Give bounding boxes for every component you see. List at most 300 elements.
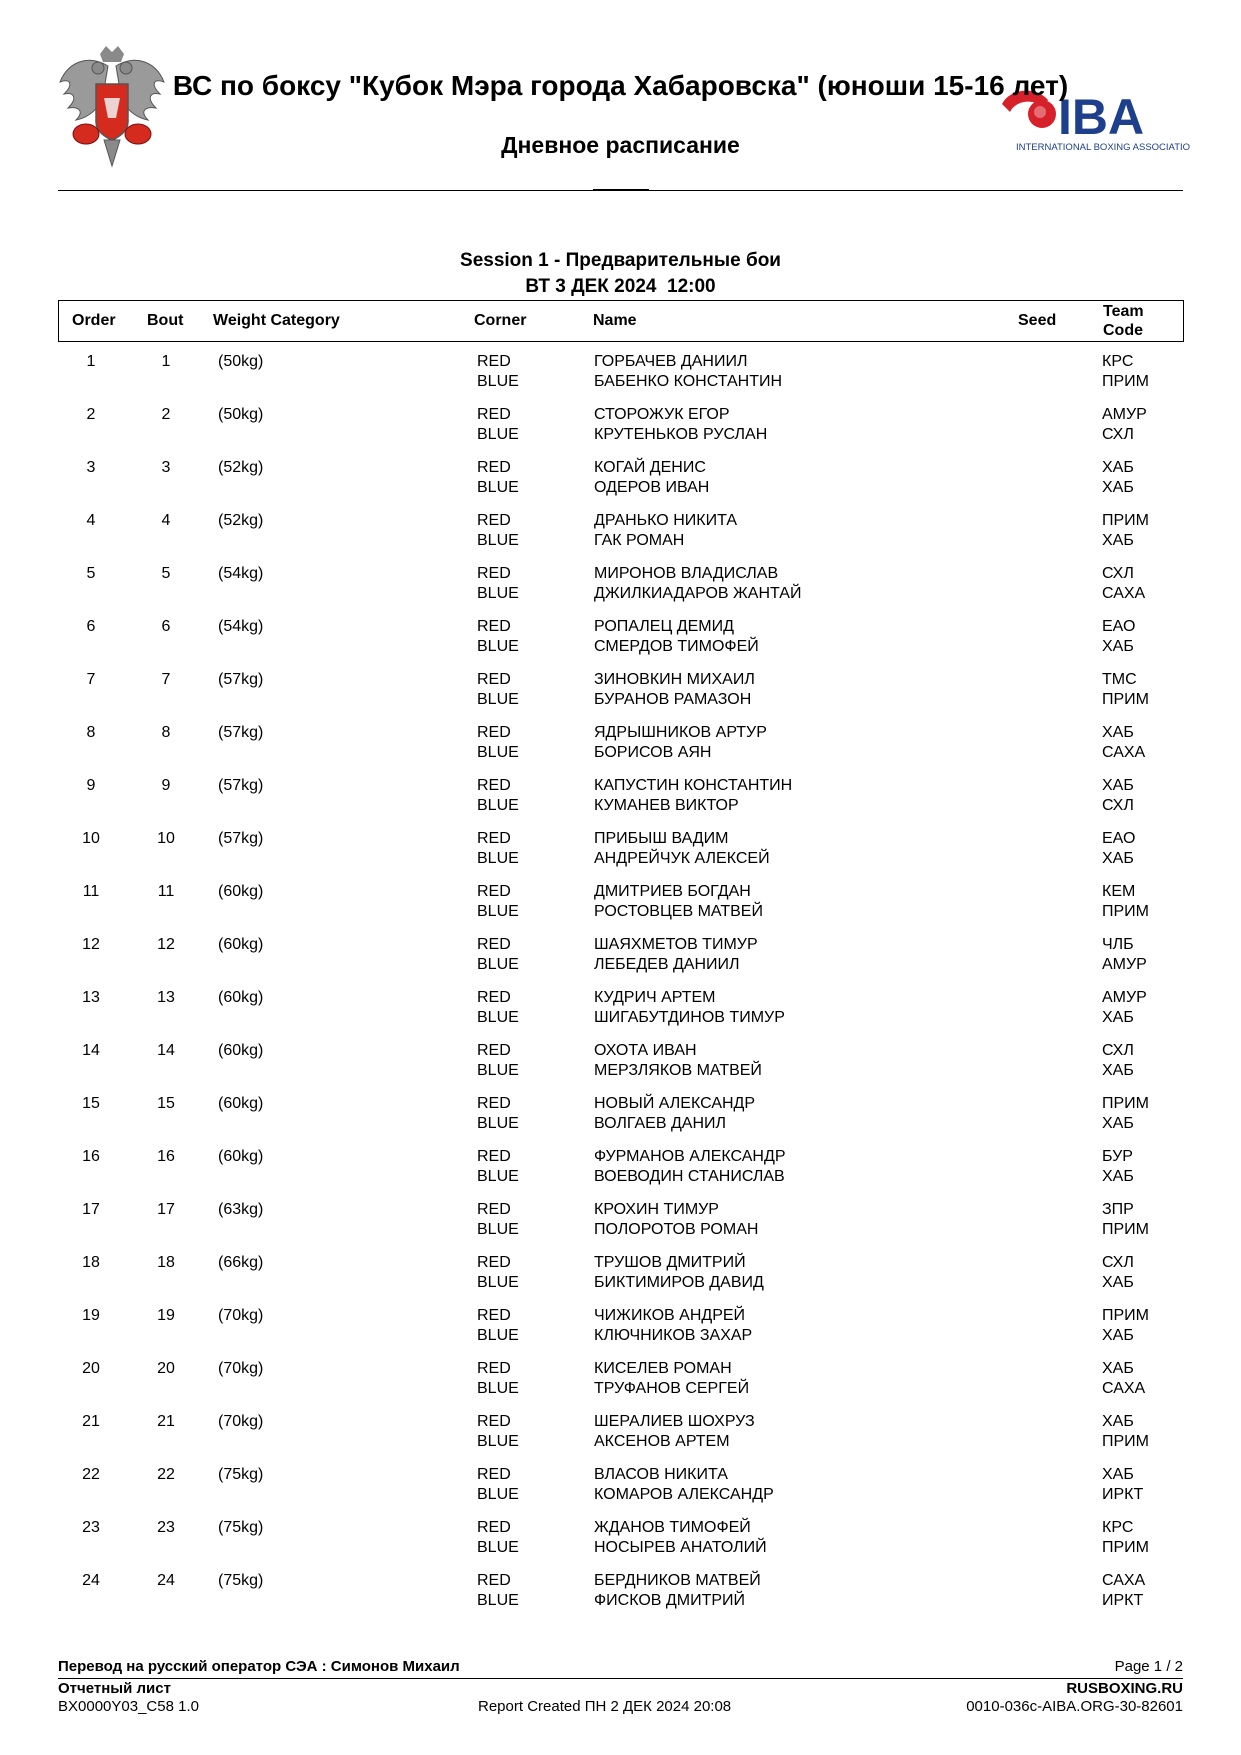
red-boxer-name: РОПАЛЕЦ ДЕМИД — [594, 618, 734, 635]
weight-category-cell: (60kg) — [218, 883, 264, 900]
table-row — [58, 564, 1184, 617]
red-team-code: КЕМ — [1102, 883, 1136, 900]
corner-cell — [477, 829, 519, 869]
blue-boxer-name: ЛЕБЕДЕВ ДАНИИЛ — [594, 956, 740, 973]
blue-team-code: ИРКТ — [1102, 1486, 1144, 1503]
blue-boxer-name: ТРУФАНОВ СЕРГЕЙ — [594, 1380, 750, 1397]
column-header-corner: Corner — [474, 312, 527, 329]
corner-blue: BLUE — [477, 1433, 519, 1450]
corner-red: RED — [477, 724, 511, 741]
order-cell: 13 — [82, 989, 100, 1006]
red-boxer-name: НОВЫЙ АЛЕКСАНДР — [594, 1095, 756, 1112]
corner-blue: BLUE — [477, 850, 519, 867]
team-code-cell — [1102, 1412, 1149, 1452]
table-header — [58, 300, 1184, 342]
order-cell: 4 — [86, 512, 96, 529]
corner-cell — [477, 670, 519, 710]
order-cell: 3 — [86, 459, 96, 476]
table-row — [58, 352, 1184, 405]
blue-boxer-name: НОСЫРЕВ АНАТОЛИЙ — [594, 1539, 767, 1556]
bout-cell: 10 — [157, 830, 175, 847]
blue-team-code: ХАБ — [1102, 479, 1134, 496]
corner-blue: BLUE — [477, 1380, 519, 1397]
red-boxer-name: КАПУСТИН КОНСТАНТИН — [594, 777, 793, 794]
document-code: BX0000Y03_C58 1.0 — [58, 1698, 199, 1715]
table-row — [58, 776, 1184, 829]
corner-cell — [477, 882, 519, 922]
blue-team-code: ХАБ — [1102, 1168, 1134, 1185]
table-row — [58, 1306, 1184, 1359]
corner-red: RED — [477, 936, 511, 953]
bout-cell: 1 — [161, 353, 171, 370]
team-code-cell — [1102, 935, 1147, 975]
weight-category-cell: (75kg) — [218, 1572, 264, 1589]
corner-blue: BLUE — [477, 1062, 519, 1079]
order-cell: 2 — [86, 406, 96, 423]
boxer-names-cell — [594, 988, 785, 1028]
red-boxer-name: КИСЕЛЕВ РОМАН — [594, 1360, 732, 1377]
corner-red: RED — [477, 459, 511, 476]
blue-team-code: ХАБ — [1102, 638, 1134, 655]
order-cell: 23 — [82, 1519, 100, 1536]
order-cell: 16 — [82, 1148, 100, 1165]
table-row — [58, 1094, 1184, 1147]
corner-blue: BLUE — [477, 532, 519, 549]
boxer-names-cell — [594, 1253, 764, 1293]
bout-cell: 13 — [157, 989, 175, 1006]
header-divider-accent — [593, 189, 649, 191]
blue-team-code: ХАБ — [1102, 1115, 1134, 1132]
report-created: Report Created ПН 2 ДЕК 2024 20:08 — [478, 1698, 732, 1715]
blue-boxer-name: РОСТОВЦЕВ МАТВЕЙ — [594, 903, 763, 920]
team-code-cell — [1102, 670, 1149, 710]
table-row — [58, 1253, 1184, 1306]
corner-cell — [477, 1571, 519, 1611]
corner-blue: BLUE — [477, 903, 519, 920]
blue-team-code: ХАБ — [1102, 1274, 1134, 1291]
table-row — [58, 1412, 1184, 1465]
order-cell: 19 — [82, 1307, 100, 1324]
corner-red: RED — [477, 406, 511, 423]
bout-cell: 23 — [157, 1519, 175, 1536]
bout-cell: 4 — [161, 512, 171, 529]
blue-team-code: ХАБ — [1102, 1062, 1134, 1079]
team-code-cell — [1102, 776, 1134, 816]
corner-cell — [477, 352, 519, 392]
blue-boxer-name: АНДРЕЙЧУК АЛЕКСЕЙ — [594, 850, 770, 867]
corner-red: RED — [477, 618, 511, 635]
table-row — [58, 1571, 1184, 1624]
red-boxer-name: ЗИНОВКИН МИХАИЛ — [594, 671, 755, 688]
table-row — [58, 405, 1184, 458]
bout-cell: 17 — [157, 1201, 175, 1218]
team-code-cell — [1102, 1200, 1149, 1240]
corner-red: RED — [477, 1413, 511, 1430]
boxer-names-cell — [594, 458, 709, 498]
table-row — [58, 1465, 1184, 1518]
corner-red: RED — [477, 883, 511, 900]
blue-boxer-name: МЕРЗЛЯКОВ МАТВЕЙ — [594, 1062, 762, 1079]
bout-cell: 18 — [157, 1254, 175, 1271]
table-row — [58, 617, 1184, 670]
red-team-code: ХАБ — [1102, 724, 1134, 741]
order-cell: 22 — [82, 1466, 100, 1483]
corner-red: RED — [477, 1095, 511, 1112]
weight-category-cell: (57kg) — [218, 777, 264, 794]
blue-boxer-name: ОДЕРОВ ИВАН — [594, 479, 710, 496]
team-code-cell — [1102, 511, 1149, 551]
bout-cell: 7 — [161, 671, 171, 688]
bout-cell: 11 — [157, 883, 175, 900]
column-header-name: Name — [593, 312, 637, 329]
weight-category-cell: (60kg) — [218, 989, 264, 1006]
blue-team-code: ХАБ — [1102, 1009, 1134, 1026]
red-team-code: СХЛ — [1102, 565, 1134, 582]
boxer-names-cell — [594, 1200, 758, 1240]
order-cell: 18 — [82, 1254, 100, 1271]
red-team-code: АМУР — [1102, 406, 1147, 423]
boxer-names-cell — [594, 1412, 755, 1452]
team-code-cell — [1102, 882, 1149, 922]
red-boxer-name: ФУРМАНОВ АЛЕКСАНДР — [594, 1148, 786, 1165]
weight-category-cell: (70kg) — [218, 1307, 264, 1324]
corner-cell — [477, 1253, 519, 1293]
order-cell: 5 — [86, 565, 96, 582]
table-row — [58, 723, 1184, 776]
weight-category-cell: (50kg) — [218, 406, 264, 423]
bout-cell: 16 — [157, 1148, 175, 1165]
order-cell: 17 — [82, 1201, 100, 1218]
corner-blue: BLUE — [477, 426, 519, 443]
boxer-names-cell — [594, 1571, 761, 1611]
red-team-code: ХАБ — [1102, 459, 1134, 476]
boxer-names-cell — [594, 882, 763, 922]
report-label: Отчетный лист — [58, 1680, 171, 1697]
order-cell: 14 — [82, 1042, 100, 1059]
red-boxer-name: ТРУШОВ ДМИТРИЙ — [594, 1254, 746, 1271]
boxer-names-cell — [594, 829, 770, 869]
table-row — [58, 988, 1184, 1041]
corner-cell — [477, 1041, 519, 1081]
red-boxer-name: ШАЯХМЕТОВ ТИМУР — [594, 936, 758, 953]
corner-blue: BLUE — [477, 479, 519, 496]
order-cell: 7 — [86, 671, 96, 688]
table-row — [58, 935, 1184, 988]
column-header-team-line2: Code — [1103, 322, 1143, 339]
blue-boxer-name: БОРИСОВ АЯН — [594, 744, 712, 761]
bout-cell: 21 — [157, 1413, 175, 1430]
bout-cell: 8 — [161, 724, 171, 741]
weight-category-cell: (54kg) — [218, 618, 264, 635]
team-code-cell — [1102, 1306, 1149, 1346]
corner-cell — [477, 1359, 519, 1399]
column-header-weight: Weight Category — [213, 312, 340, 329]
weight-category-cell: (60kg) — [218, 1095, 264, 1112]
corner-blue: BLUE — [477, 1539, 519, 1556]
red-team-code: ЕАО — [1102, 830, 1136, 847]
weight-category-cell: (57kg) — [218, 671, 264, 688]
red-team-code: СХЛ — [1102, 1042, 1134, 1059]
corner-red: RED — [477, 1042, 511, 1059]
red-boxer-name: ДРАНЬКО НИКИТА — [594, 512, 737, 529]
blue-team-code: САХА — [1102, 744, 1146, 761]
red-team-code: ЧЛБ — [1102, 936, 1134, 953]
blue-boxer-name: ВОЕВОДИН СТАНИСЛАВ — [594, 1168, 785, 1185]
boxer-names-cell — [594, 935, 758, 975]
red-boxer-name: ОХОТА ИВАН — [594, 1042, 697, 1059]
corner-cell — [477, 511, 519, 551]
team-code-cell — [1102, 405, 1147, 445]
blue-boxer-name: БАБЕНКО КОНСТАНТИН — [594, 373, 783, 390]
order-cell: 1 — [86, 353, 96, 370]
boxer-names-cell — [594, 564, 801, 604]
red-boxer-name: ЖДАНОВ ТИМОФЕЙ — [594, 1519, 751, 1536]
red-team-code: ХАБ — [1102, 1466, 1134, 1483]
bout-cell: 3 — [161, 459, 171, 476]
weight-category-cell: (63kg) — [218, 1201, 264, 1218]
order-cell: 9 — [86, 777, 96, 794]
boxer-names-cell — [594, 511, 737, 551]
corner-cell — [477, 405, 519, 445]
order-cell: 8 — [86, 724, 96, 741]
corner-red: RED — [477, 1201, 511, 1218]
boxer-names-cell — [594, 1041, 762, 1081]
red-boxer-name: ГОРБАЧЕВ ДАНИИЛ — [594, 353, 748, 370]
translator-note: Перевод на русский оператор СЭА : Симонов Михаил — [58, 1658, 460, 1675]
red-team-code: ПРИМ — [1102, 512, 1149, 529]
red-team-code: БУР — [1102, 1148, 1133, 1165]
order-cell: 10 — [82, 830, 100, 847]
corner-cell — [477, 1200, 519, 1240]
order-cell: 12 — [82, 936, 100, 953]
red-boxer-name: ПРИБЫШ ВАДИМ — [594, 830, 729, 847]
blue-team-code: ПРИМ — [1102, 1539, 1149, 1556]
team-code-cell — [1102, 988, 1147, 1028]
weight-category-cell: (60kg) — [218, 1042, 264, 1059]
weight-category-cell: (66kg) — [218, 1254, 264, 1271]
boxer-names-cell — [594, 405, 767, 445]
boxer-names-cell — [594, 776, 792, 816]
red-boxer-name: СТОРОЖУК ЕГОР — [594, 406, 730, 423]
team-code-cell — [1102, 1359, 1145, 1399]
table-row — [58, 829, 1184, 882]
blue-team-code: СХЛ — [1102, 797, 1134, 814]
bout-cell: 14 — [157, 1042, 175, 1059]
red-team-code: ТМС — [1102, 671, 1137, 688]
corner-blue: BLUE — [477, 744, 519, 761]
corner-red: RED — [477, 1466, 511, 1483]
blue-boxer-name: ШИГАБУТДИНОВ ТИМУР — [594, 1009, 785, 1026]
red-boxer-name: БЕРДНИКОВ МАТВЕЙ — [594, 1572, 761, 1589]
weight-category-cell: (57kg) — [218, 830, 264, 847]
red-team-code: АМУР — [1102, 989, 1147, 1006]
blue-team-code: ПРИМ — [1102, 1221, 1149, 1238]
corner-red: RED — [477, 1360, 511, 1377]
column-header-team-line1: Team — [1103, 303, 1144, 320]
red-team-code: САХА — [1102, 1572, 1146, 1589]
team-code-cell — [1102, 1571, 1145, 1611]
team-code-cell — [1102, 829, 1135, 869]
page-subtitle: Дневное расписание — [501, 132, 740, 158]
corner-cell — [477, 1306, 519, 1346]
red-boxer-name: ДМИТРИЕВ БОГДАН — [594, 883, 751, 900]
corner-blue: BLUE — [477, 1592, 519, 1609]
corner-blue: BLUE — [477, 1009, 519, 1026]
blue-boxer-name: БИКТИМИРОВ ДАВИД — [594, 1274, 764, 1291]
corner-blue: BLUE — [477, 1168, 519, 1185]
corner-red: RED — [477, 1519, 511, 1536]
bout-cell: 5 — [161, 565, 171, 582]
red-boxer-name: ВЛАСОВ НИКИТА — [594, 1466, 728, 1483]
blue-boxer-name: СМЕРДОВ ТИМОФЕЙ — [594, 638, 759, 655]
weight-category-cell: (50kg) — [218, 353, 264, 370]
corner-blue: BLUE — [477, 1274, 519, 1291]
bout-cell: 19 — [157, 1307, 175, 1324]
team-code-cell — [1102, 1147, 1134, 1187]
boxer-names-cell — [594, 1465, 774, 1505]
column-header-bout: Bout — [147, 312, 184, 329]
blue-boxer-name: АКСЕНОВ АРТЕМ — [594, 1433, 730, 1450]
red-boxer-name: КРОХИН ТИМУР — [594, 1201, 719, 1218]
team-code-cell — [1102, 1518, 1149, 1558]
corner-cell — [477, 776, 519, 816]
weight-category-cell: (70kg) — [218, 1413, 264, 1430]
team-code-cell — [1102, 723, 1145, 763]
corner-red: RED — [477, 830, 511, 847]
bout-cell: 24 — [157, 1572, 175, 1589]
corner-blue: BLUE — [477, 797, 519, 814]
blue-team-code: ПРИМ — [1102, 691, 1149, 708]
boxer-names-cell — [594, 617, 759, 657]
blue-boxer-name: ПОЛОРОТОВ РОМАН — [594, 1221, 759, 1238]
corner-blue: BLUE — [477, 1221, 519, 1238]
corner-red: RED — [477, 1254, 511, 1271]
corner-blue: BLUE — [477, 1327, 519, 1344]
blue-team-code: ПРИМ — [1102, 1433, 1149, 1450]
blue-team-code: ПРИМ — [1102, 903, 1149, 920]
session-title: Session 1 - Предварительные бои — [460, 250, 781, 271]
page-title: ВС по боксу "Кубок Мэра города Хабаровска" (юноши 15-16 лет) — [172, 70, 1069, 101]
red-boxer-name: КОГАЙ ДЕНИС — [594, 459, 706, 476]
red-boxer-name: ШЕРАЛИЕВ ШОХРУЗ — [594, 1413, 755, 1430]
corner-cell — [477, 723, 519, 763]
boxer-names-cell — [594, 1094, 755, 1134]
red-boxer-name: МИРОНОВ ВЛАДИСЛАВ — [594, 565, 779, 582]
blue-boxer-name: ГАК РОМАН — [594, 532, 685, 549]
corner-cell — [477, 1094, 519, 1134]
corner-cell — [477, 1412, 519, 1452]
blue-team-code: ХАБ — [1102, 1327, 1134, 1344]
order-cell: 24 — [82, 1572, 100, 1589]
red-team-code: ХАБ — [1102, 1413, 1134, 1430]
site-link[interactable]: RUSBOXING.RU — [1066, 1680, 1183, 1697]
boxer-names-cell — [594, 1147, 786, 1187]
page-number: Page 1 / 2 — [1114, 1658, 1183, 1675]
bout-cell: 12 — [157, 936, 175, 953]
red-boxer-name: ЧИЖИКОВ АНДРЕЙ — [594, 1307, 746, 1324]
corner-red: RED — [477, 777, 511, 794]
blue-team-code: СХЛ — [1102, 426, 1134, 443]
iba-logo-text: IBA — [1058, 89, 1145, 145]
team-code-cell — [1102, 1253, 1134, 1293]
corner-red: RED — [477, 989, 511, 1006]
blue-boxer-name: КУМАНЕВ ВИКТОР — [594, 797, 739, 814]
table-row — [58, 511, 1184, 564]
red-team-code: КРС — [1102, 353, 1134, 370]
corner-blue: BLUE — [477, 373, 519, 390]
corner-red: RED — [477, 1307, 511, 1324]
iba-logo-subtext: INTERNATIONAL BOXING ASSOCIATION — [1016, 142, 1190, 153]
weight-category-cell: (52kg) — [218, 512, 264, 529]
weight-category-cell: (70kg) — [218, 1360, 264, 1377]
table-row — [58, 458, 1184, 511]
table-row — [58, 670, 1184, 723]
blue-boxer-name: ДЖИЛКИАДАРОВ ЖАНТАЙ — [594, 585, 802, 602]
red-boxer-name: ЯДРЫШНИКОВ АРТУР — [594, 724, 767, 741]
corner-red: RED — [477, 353, 511, 370]
red-team-code: КРС — [1102, 1519, 1134, 1536]
blue-boxer-name: БУРАНОВ РАМАЗОН — [594, 691, 752, 708]
team-code-cell — [1102, 458, 1134, 498]
red-team-code: ЕАО — [1102, 618, 1136, 635]
table-row — [58, 1147, 1184, 1200]
weight-category-cell: (60kg) — [218, 1148, 264, 1165]
bout-cell: 2 — [161, 406, 171, 423]
team-code-cell — [1102, 617, 1135, 657]
column-header-seed: Seed — [1018, 312, 1057, 329]
order-cell: 6 — [86, 618, 96, 635]
blue-boxer-name: КРУТЕНЬКОВ РУСЛАН — [594, 426, 768, 443]
column-header-team — [1103, 302, 1144, 340]
corner-blue: BLUE — [477, 956, 519, 973]
bout-cell: 20 — [157, 1360, 175, 1377]
corner-cell — [477, 1518, 519, 1558]
team-code-cell — [1102, 1094, 1149, 1134]
corner-blue: BLUE — [477, 691, 519, 708]
blue-team-code: ИРКТ — [1102, 1592, 1144, 1609]
blue-team-code: ХАБ — [1102, 850, 1134, 867]
red-team-code: ПРИМ — [1102, 1307, 1149, 1324]
corner-red: RED — [477, 565, 511, 582]
bout-cell: 9 — [161, 777, 171, 794]
blue-team-code: ХАБ — [1102, 532, 1134, 549]
team-code-cell — [1102, 1041, 1134, 1081]
blue-boxer-name: КОМАРОВ АЛЕКСАНДР — [594, 1486, 774, 1503]
corner-blue: BLUE — [477, 1115, 519, 1132]
corner-cell — [477, 458, 519, 498]
corner-red: RED — [477, 512, 511, 529]
table-row — [58, 882, 1184, 935]
blue-team-code: АМУР — [1102, 956, 1147, 973]
table-row — [58, 1518, 1184, 1571]
weight-category-cell: (75kg) — [218, 1466, 264, 1483]
blue-boxer-name: ФИСКОВ ДМИТРИЙ — [594, 1592, 746, 1609]
blue-team-code: САХА — [1102, 1380, 1146, 1397]
boxer-names-cell — [594, 1518, 767, 1558]
table-row — [58, 1359, 1184, 1412]
table-row — [58, 1200, 1184, 1253]
blue-boxer-name: КЛЮЧНИКОВ ЗАХАР — [594, 1327, 753, 1344]
order-cell: 11 — [82, 883, 100, 900]
table-row — [58, 1041, 1184, 1094]
team-code-cell — [1102, 564, 1145, 604]
document-id: 0010-036c-AIBA.ORG-30-82601 — [966, 1698, 1183, 1715]
weight-category-cell: (60kg) — [218, 936, 264, 953]
boxer-names-cell — [594, 1306, 752, 1346]
order-cell: 20 — [82, 1360, 100, 1377]
team-code-cell — [1102, 352, 1149, 392]
corner-cell — [477, 988, 519, 1028]
